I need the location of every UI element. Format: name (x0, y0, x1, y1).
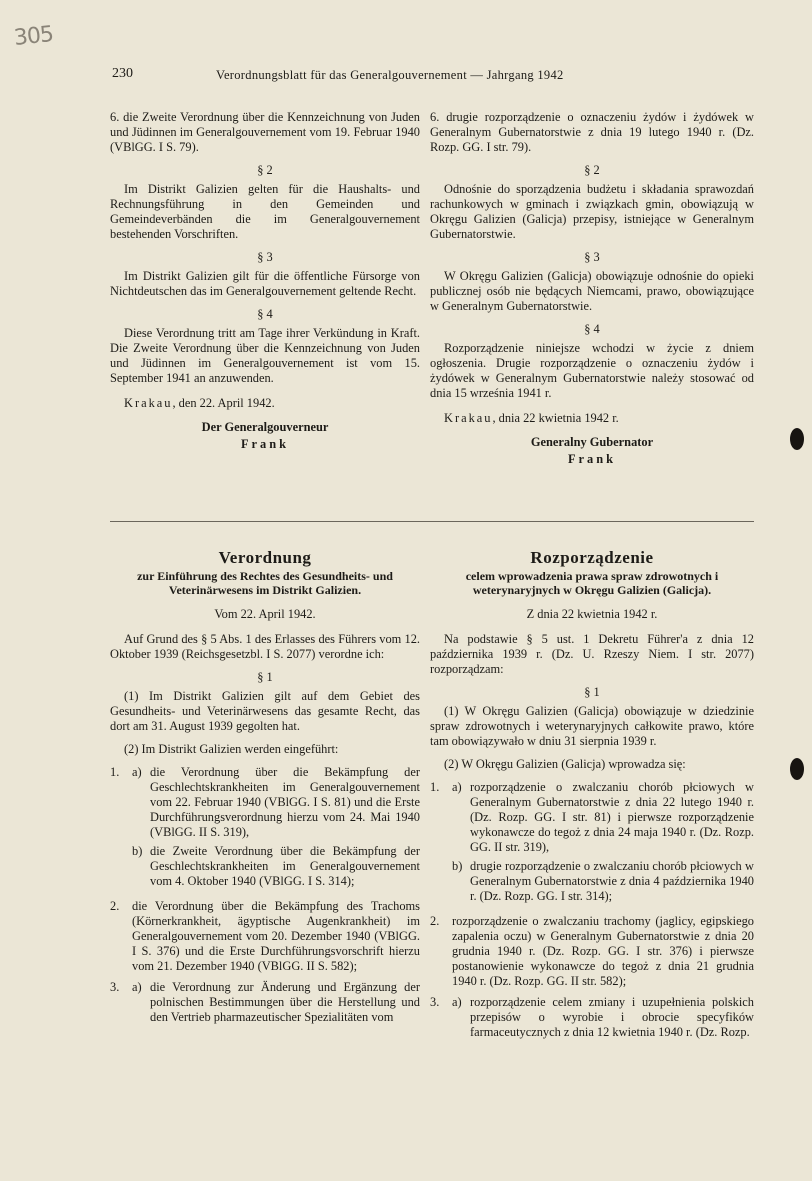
signature-name: Frank (567, 452, 617, 466)
section-2-text: Odnośnie do sporządzenia budżetu i składania sprawozdań rachunkowych w gminach i związkach gmin, obowiązują w Okręgu Galizien (Galicja) przepisy, istniejące w Generalnym Gubernatorstwie. (430, 182, 754, 241)
intro-text: Auf Grund des § 5 Abs. 1 des Erlasses des Führers vom 12. Oktober 1939 (Reichsgesetzbl. I S. 2077) verordne ich: (110, 632, 420, 661)
top-right-column (430, 110, 754, 468)
section-4-text: Diese Verordnung tritt am Tage ihrer Verkündung in Kraft. Die Zweite Verordnung über die Kennzeichnung von Juden und Jüdinnen im Generalgouvernement ist vom 15. September 1941 an anzuwenden. (110, 326, 420, 385)
paragraph-1: (1) W Okręgu Galizien (Galicja) obowiązuje w dziedzinie spraw zdrowotnych i weterynaryjnych całkowite prawo, które tam obowiązywało w dniu 31 sierpnia 1939 r. (430, 704, 754, 748)
section-2-heading: § 2 (584, 163, 600, 177)
section-1-heading: § 1 (257, 670, 273, 684)
paragraph-1: (1) Im Distrikt Galizien gilt auf dem Gebiet des Gesundheits- und Veterinärwesens das gesamte Recht, das dort am 31. August 1939 gegolten hat. (110, 689, 420, 733)
decree-title: Rozporządzenie (530, 548, 654, 567)
page-number: 230 (112, 66, 133, 81)
sub-item-text: rozporządzenie o zwalczaniu chorób płciowych w Generalnym Gubernatorstwie z dnia 22 lutego 1940 r. (Dz. Rozp. GG. I str. 81) i pierwsze rozporządzenie wykonawcze do tegoż z dnia 24 maja 1940 r. (Dz. Rozp. GG. II str. 319), (470, 780, 754, 854)
sub-item-text: drugie rozporządzenie o zwalczaniu chorób płciowych w Generalnym Gubernatorstwie z dnia 4 października 1940 r. (Dz. Rozp. GG. I str. 314); (470, 859, 754, 903)
list-item-6: 6. drugie rozporządzenie o oznaczeniu żydów i żydówek w Generalnym Gubernatorstwie z dnia 19 lutego 1940 r. (Dz. Rozp. GG. I str. 79). (430, 110, 754, 154)
sub-item-letter: a) (132, 980, 142, 994)
bottom-right-column (430, 550, 754, 1050)
sub-item-letter: a) (132, 765, 142, 779)
decree-title: Verordnung (218, 548, 312, 567)
top-left-column (110, 110, 420, 453)
sub-item-letter: b) (132, 844, 143, 858)
sub-item-text: die Verordnung zur Änderung und Ergänzung der polnischen Bestimmungen über die Herstellung und den Vertrieb pharmazeutischer Spezialitäten vom (150, 980, 420, 1024)
sub-item-letter: a) (452, 995, 462, 1009)
paragraph-2: (2) W Okręgu Galizien (Galicja) wprowadza się: (444, 757, 686, 771)
sub-item (452, 780, 754, 855)
city-date: , dnia 22 kwietnia 1942 r. (492, 411, 619, 425)
sub-item (452, 859, 754, 904)
decree-subtitle: zur Einführung des Rechtes des Gesundheits- und Veterinärwesens im Distrikt Galizien. (137, 569, 393, 597)
intro-text: Na podstawie § 5 ust. 1 Dekretu Führer'a z dnia 12 października 1939 r. (Dz. U. Rzeszy Niem. I str. 2077) rozporządzam: (430, 632, 754, 676)
list-item (430, 780, 754, 908)
item-number: 1. (430, 780, 440, 794)
section-divider (110, 521, 754, 522)
decree-subtitle: celem wprowadzenia prawa spraw zdrowotnych i weterynaryjnych w Okręgu Galizien (Galicja). (465, 569, 719, 597)
signature-title: Generalny Gubernator (530, 435, 654, 449)
list-item (110, 980, 420, 1029)
page-header (112, 66, 672, 88)
sub-item-text: die Verordnung über die Bekämpfung der Geschlechtskrankheiten im Generalgouvernement vom 22. Februar 1940 (VBlGG. I S. 81) und die Erste Durchführungsverordnung hierzu vom 24. Mai 1940 (VBlGG. II S. 319), (150, 765, 420, 839)
item-text: rozporządzenie o zwalczaniu trachomy (jaglicy, egipskiego zapalenia oczu) w Generalnym Gubernatorstwie z dnia 20 grudnia 1940 r. (Dz. Rozp. GG. I str. 376) i pierwsze postanowienie wykonawcze do tegoż z dnia 21 grudnia 1940 r. (Dz. Rozp. GG. II str. 582); (452, 914, 754, 988)
sub-item (452, 995, 754, 1040)
city-date: , den 22. April 1942. (172, 396, 275, 410)
list-item (110, 765, 420, 893)
item-number: 2. (430, 914, 440, 928)
sub-item-text: die Zweite Verordnung über die Bekämpfung der Geschlechtskrankheiten im Generalgouvernement vom 4. Oktober 1940 (VBlGG. I S. 314); (150, 844, 420, 888)
decree-date: Vom 22. April 1942. (214, 607, 316, 621)
section-4-heading: § 4 (257, 307, 273, 321)
place-date (110, 396, 420, 411)
section-1-heading: § 1 (584, 685, 600, 699)
sub-item-text: rozporządzenie celem zmiany i uzupełnienia polskich przepisów o wyrobie i obrocie specyfików farmaceutycznych z dnia 12 kwietnia 1940 r. (Dz. Rozp. (470, 995, 754, 1039)
item-text: die Verordnung über die Bekämpfung des Trachoms (Körnerkrankheit, ägyptische Augenkrankheit) im Generalgouvernement vom 20. Dezember 1940 (VBlGG. I S. 376) und die Erste Durchführungsvorschrift hierzu vom 21. Dezember 1940 (VBlGG. II S. 582); (132, 899, 420, 973)
sub-item (132, 765, 420, 840)
list-item (110, 899, 420, 974)
signature-name: Frank (240, 437, 290, 451)
sub-item (132, 980, 420, 1025)
item-number: 3. (110, 980, 120, 994)
list-item-6: 6. die Zweite Verordnung über die Kennzeichnung von Juden und Jüdinnen im Generalgouvernement vom 19. Februar 1940 (VBlGG. I S. 79). (110, 110, 420, 154)
bottom-left-column (110, 550, 420, 1035)
pencil-page-note: 305 (12, 22, 55, 51)
punch-hole (790, 758, 804, 780)
place-date (430, 411, 754, 426)
section-4-text: Rozporządzenie niniejsze wchodzi w życie z dniem ogłoszenia. Drugie rozporządzenie o oznaczeniu żydów i żydówek w Generalnym Gubernatorstwie należy stosować od dnia 15 września 1941 r. (430, 341, 754, 400)
punch-hole (790, 428, 804, 450)
section-3-heading: § 3 (584, 250, 600, 264)
paragraph-2: (2) Im Distrikt Galizien werden eingeführt: (124, 742, 339, 756)
signature-block (430, 434, 754, 468)
section-4-heading: § 4 (584, 322, 600, 336)
section-2-text: Im Distrikt Galizien gelten für die Haushalts- und Rechnungsführung in den Gemeinden und Gemeindeverbänden die im Generalgouvernement bestehenden Vorschriften. (110, 182, 420, 241)
list-item (430, 995, 754, 1044)
decree-date: Z dnia 22 kwietnia 1942 r. (526, 607, 658, 621)
section-3-text: Im Distrikt Galizien gilt für die öffentliche Fürsorge von Nichtdeutschen das im Generalgouvernement geltende Recht. (110, 269, 420, 298)
city-name: Krakau (124, 396, 173, 410)
sub-item-letter: b) (452, 859, 463, 873)
section-3-text: W Okręgu Galizien (Galicja) obowiązuje odnośnie do opieki publicznej osób nie będących Niemcami, prawo, obowiązujące w Generalnym Gubernatorstwie. (430, 269, 754, 313)
section-3-heading: § 3 (257, 250, 273, 264)
list-item (430, 914, 754, 989)
sub-item-letter: a) (452, 780, 462, 794)
section-2-heading: § 2 (257, 163, 273, 177)
item-number: 1. (110, 765, 120, 779)
signature-block (110, 419, 420, 453)
item-number: 3. (430, 995, 440, 1009)
city-name: Krakau (444, 411, 493, 425)
signature-title: Der Generalgouverneur (201, 420, 329, 434)
running-title: Verordnungsblatt für das Generalgouvernement — Jahrgang 1942 (216, 68, 564, 82)
sub-item (132, 844, 420, 889)
item-number: 2. (110, 899, 120, 913)
